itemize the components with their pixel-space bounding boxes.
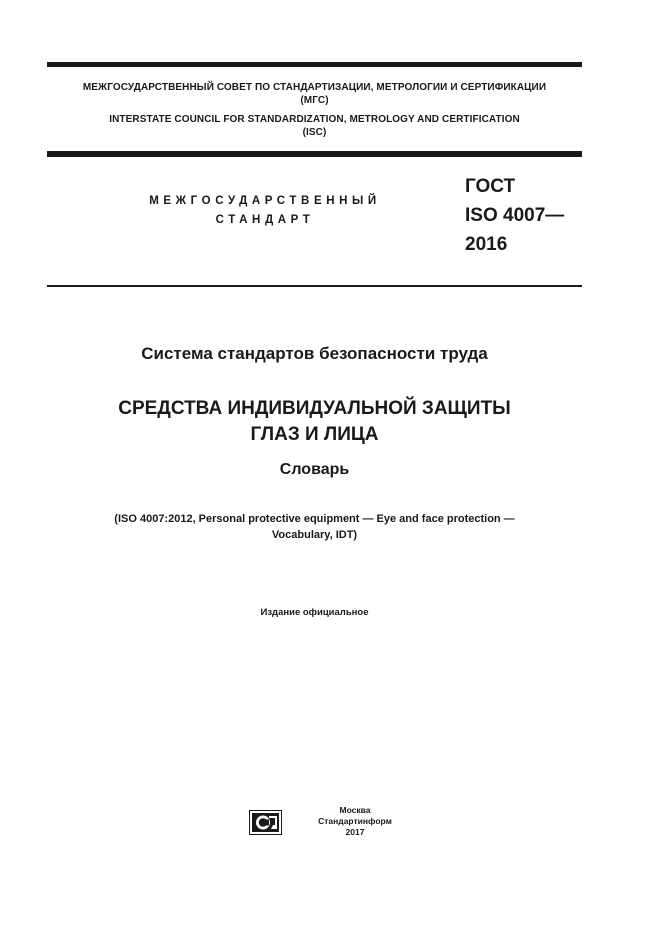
standard-type-line2: СТАНДАРТ bbox=[215, 214, 315, 226]
iso-reference bbox=[47, 511, 582, 543]
middle-rule bbox=[47, 151, 582, 157]
standard-type-line1: МЕЖГОСУДАРСТВЕННЫЙ bbox=[149, 195, 381, 207]
council-ru-line2: (МГС) bbox=[300, 95, 329, 106]
main-title-line1: СРЕДСТВА ИНДИВИДУАЛЬНОЙ ЗАЩИТЫ bbox=[118, 398, 511, 419]
publisher-year: 2017 bbox=[345, 827, 365, 837]
top-rule bbox=[47, 62, 582, 67]
edition-label: Издание официальное bbox=[260, 607, 369, 618]
publisher-city: Москва bbox=[339, 805, 371, 815]
standartinform-logo-icon bbox=[249, 810, 282, 835]
council-en-line1: INTERSTATE COUNCIL FOR STANDARDIZATION, METROLOGY AND CERTIFICATION bbox=[109, 114, 520, 125]
council-en-line2: (ISC) bbox=[302, 127, 327, 138]
lower-rule bbox=[47, 285, 582, 287]
system-title: Система стандартов безопасности труда bbox=[141, 344, 488, 363]
council-ru-line1: МЕЖГОСУДАРСТВЕННЫЙ СОВЕТ ПО СТАНДАРТИЗАЦИИ, МЕТРОЛОГИИ И СЕРТИФИКАЦИИ bbox=[82, 82, 547, 93]
publisher-name: Стандартинформ bbox=[318, 816, 392, 826]
iso-reference-line1: (ISO 4007:2012, Personal protective equipment — Eye and face protection — bbox=[114, 513, 515, 525]
publisher-block bbox=[310, 805, 400, 838]
document-subtitle: Словарь bbox=[279, 461, 350, 478]
main-title bbox=[47, 396, 582, 448]
gost-line2: ISO 4007— bbox=[465, 205, 565, 226]
main-title-line2: ГЛАЗ И ЛИЦА bbox=[250, 424, 379, 445]
gost-designation bbox=[465, 172, 595, 259]
iso-reference-line2: Vocabulary, IDT) bbox=[271, 529, 358, 541]
gost-line3: 2016 bbox=[465, 234, 508, 255]
gost-line1: ГОСТ bbox=[465, 176, 516, 197]
